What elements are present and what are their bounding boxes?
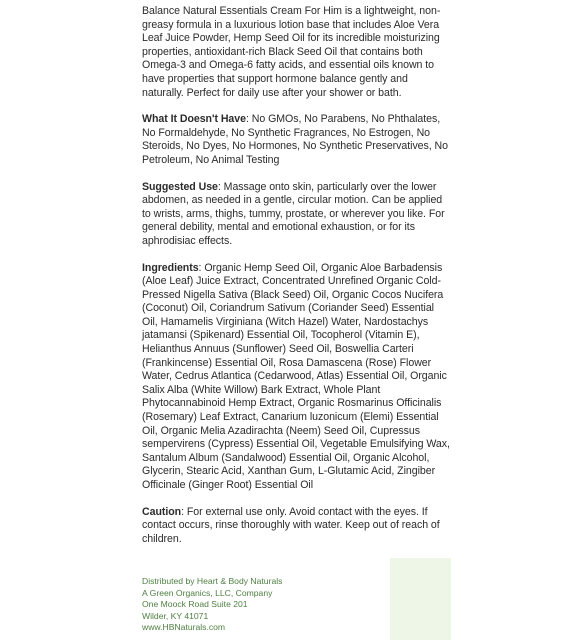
caution-text: : For external use only. Avoid contact with the eyes. If contact occurs, rinse thoroughly with water. Keep out of reach of children. (142, 505, 440, 545)
address-street: One Moock Road Suite 201 (142, 599, 248, 610)
suggested-use-section (142, 181, 452, 249)
doesnt-have-label: What It Doesn't Have (142, 113, 246, 126)
website-link[interactable]: www.HBNaturals.com (142, 622, 226, 633)
doesnt-have-section (142, 113, 452, 167)
ingredients-label: Ingredients (142, 261, 199, 274)
company-line: A Green Organics, LLC, Company (142, 587, 273, 598)
address-city: Wilder, KY 41071 (142, 610, 209, 621)
distributor-line: Distributed by Heart & Body Naturals (142, 576, 283, 586)
ingredients-text: : Organic Hemp Seed Oil, Organic Aloe Barbadensis (Aloe Leaf) Juice Extract, Concentrated Unrefined Organic Cold-Pressed Nigella Sativa (Black Seed) Oil, Organic Cocos Nucifera (Coconut) Oil, Coriandrum Sativum (Coriander Seed) Essential Oil, Hamamelis Virginiana (Witch Hazel) Water, Nardostachys jatamansi (Spikenard) Essential Oil, Tocopherol (Vitamin E), Helianthus Annuus (Sunflower) Seed Oil, Boswellia Carteri (Frankincense) Essential Oil, Rosa Damascena (Rose) Flower Water, Cedrus Atlantica (Cedarwood, Atlas) Essential Oil, Organic Salix Alba (White Willow) Bark Extract, Whole Plant Phytocannabinoid Hemp Extract, Organic Rosmarinus Officinalis (Rosemary) Leaf Extract, Canarium luzonicum (Elemi) Essential Oil, Organic Melia Azadirachta (Neem) Seed Oil, Cupressus sempervirens (Cypress) Essential Oil, Vegetable Emulsifying Wax, Santalum Album (Sandalwood) Essential Oil, Organic Alcohol, Glycerin, Stearic Acid, Xanthan Gum, L-Glutamic Acid, Zingiber Officinale (Ginger Root) Essential Oil (142, 261, 450, 491)
caution-section (142, 506, 452, 547)
caution-label: Caution (142, 505, 182, 518)
light-green-panel (390, 558, 451, 640)
suggested-use-label: Suggested Use (142, 180, 218, 193)
doesnt-have-text: : No GMOs, No Parabens, No Phthalates, No Formaldehyde, No Synthetic Fragrances, No Estrogen, No Steroids, No Dyes, No Hormones, No Synthetic Preservatives, No Petroleum, No Animal Testing (142, 113, 449, 166)
description-text: Balance Natural Essentials Cream For Him is a lightweight, non-greasy formula in a luxurious lotion base that includes Aloe Vera Leaf Juice Powder, Hemp Seed Oil for its incredible moisturizing properties, antioxidant-rich Black Seed Oil that contains both Omega-3 and Omega-6 fatty acids, and essential oils known to have properties that support hormone balance gently and naturally. Perfect for daily use after your shower or bath. (142, 5, 441, 99)
ingredients-section (142, 262, 452, 493)
product-description (142, 5, 452, 100)
product-details (142, 5, 452, 559)
suggested-use-text: : Massage onto skin, particularly over the lower abdomen, as needed in a gentle, circular motion. Can be applied to wrists, arms, thighs, tummy, prostate, or wherever you like. For general debility, mental and emotional exhaustion, or for its aphrodisiac effects. (142, 180, 445, 247)
distributor-info (142, 576, 322, 634)
